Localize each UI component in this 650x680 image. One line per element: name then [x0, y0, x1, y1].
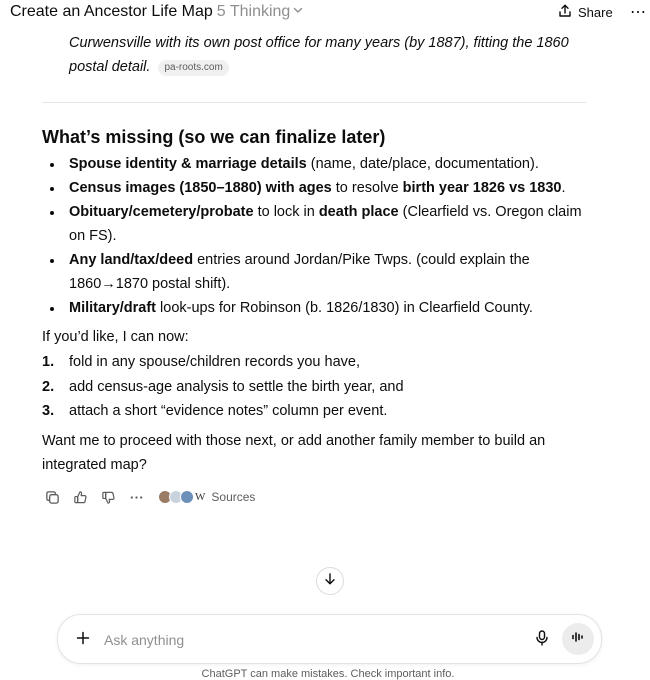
- sources-button[interactable]: [158, 490, 255, 504]
- offer-steps: [42, 350, 582, 424]
- step-text: fold in any spouse/children records you have,: [69, 354, 360, 370]
- step-text: add census-age analysis to settle the birth year, and: [69, 378, 404, 395]
- model-selector[interactable]: [217, 3, 305, 20]
- wikipedia-icon: W: [195, 491, 206, 503]
- step-text: attach a short “evidence notes” column per event.: [69, 403, 388, 419]
- item-text-2: .: [561, 180, 566, 196]
- item-text: to resolve: [331, 180, 403, 196]
- copy-icon[interactable]: [42, 487, 62, 507]
- bullet-icon: [50, 187, 54, 191]
- voice-waveform-icon: [571, 630, 585, 649]
- step-number: 2.: [42, 378, 55, 395]
- message-actions: [42, 487, 255, 507]
- item-bold-2: death place: [318, 204, 399, 220]
- item-text: entries around Jordan/Pike Twps. (could explain the 1860→1870 postal shift).: [69, 252, 530, 292]
- arrow-down-icon: [323, 572, 337, 591]
- item-bold: Spouse identity & marriage details: [69, 156, 307, 172]
- list-item: [42, 176, 582, 200]
- sources-label: Sources: [211, 490, 256, 504]
- item-bold-2: birth year 1826 vs 1830: [402, 180, 562, 196]
- bullet-icon: [50, 163, 54, 167]
- offer-intro: If you’d like, I can now:: [42, 329, 189, 345]
- source-favicons: [158, 490, 205, 504]
- item-text: (name, date/place, documentation).: [306, 156, 539, 172]
- list-item: [42, 248, 582, 296]
- scroll-to-bottom-button[interactable]: [316, 567, 344, 595]
- bullet-icon: [50, 259, 54, 263]
- share-button[interactable]: [558, 4, 613, 21]
- list-item: [42, 152, 582, 176]
- share-label: Share: [578, 5, 613, 20]
- quote-line-1: Curwensville with its own post office for many years (by 1887), fitting the 1860: [69, 35, 569, 51]
- missing-list: [42, 152, 582, 320]
- list-item: [42, 200, 582, 248]
- list-item: [42, 399, 582, 424]
- more-actions-icon[interactable]: [126, 487, 146, 507]
- quote-block: [69, 31, 589, 79]
- item-bold: Census images (1850–1880) with ages: [69, 180, 332, 196]
- item-bold: Military/draft: [69, 300, 157, 316]
- step-number: 3.: [42, 403, 55, 419]
- composer: [57, 614, 602, 664]
- section-heading: What’s missing (so we can finalize later): [42, 127, 386, 147]
- disclaimer: ChatGPT can make mistakes. Check important info.: [201, 668, 455, 680]
- citation-chip[interactable]: pa-roots.com: [158, 60, 228, 76]
- voice-mode-button[interactable]: [562, 623, 594, 655]
- thumbs-down-icon[interactable]: [98, 487, 118, 507]
- more-options-icon[interactable]: ⋯: [630, 4, 647, 21]
- item-bold: Obituary/cemetery/probate: [69, 204, 254, 220]
- microphone-icon[interactable]: [532, 628, 552, 648]
- conversation-title[interactable]: [10, 3, 304, 21]
- conversation-title-text: Create an Ancestor Life Map: [10, 3, 213, 21]
- source-favicon-icon: [180, 490, 194, 504]
- message-input[interactable]: [102, 628, 506, 652]
- list-item: [42, 350, 582, 375]
- item-text: to lock in: [253, 204, 319, 220]
- plus-icon[interactable]: [73, 628, 93, 648]
- thumbs-up-icon[interactable]: [70, 487, 90, 507]
- quote-line-2: postal detail.: [69, 59, 151, 75]
- item-bold: Any land/tax/deed: [69, 252, 194, 268]
- section-divider: [42, 102, 586, 103]
- item-text-2: (Clearfield vs. Oregon claim on FS).: [69, 204, 582, 244]
- item-text: look-ups for Robinson (b. 1826/1830) in Clearfield County.: [156, 300, 533, 316]
- model-label: 5 Thinking: [216, 3, 291, 21]
- list-item: [42, 296, 582, 320]
- step-number: 1.: [42, 354, 55, 370]
- top-bar: [0, 0, 650, 26]
- bullet-icon: [50, 211, 54, 215]
- bullet-icon: [50, 307, 54, 311]
- list-item: [42, 375, 582, 400]
- share-icon: [558, 4, 572, 21]
- closing-question: Want me to proceed with those next, or add another family member to build an integrated map?: [42, 433, 546, 473]
- chevron-down-icon: [292, 3, 304, 21]
